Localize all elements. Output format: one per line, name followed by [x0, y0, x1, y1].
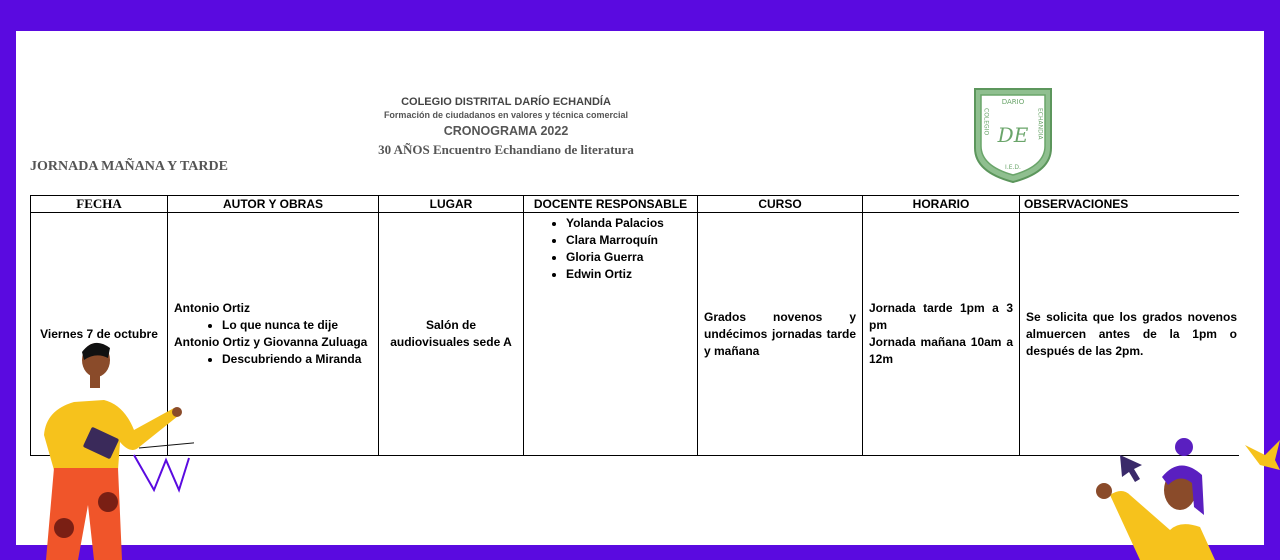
col-observaciones: OBSERVACIONES — [1020, 196, 1240, 213]
docente-item: • Clara Marroquín — [566, 232, 691, 249]
fecha-text: Viernes 7 de octubre — [40, 326, 158, 341]
horario-manana: Jornada mañana 10am a 12m — [869, 335, 1013, 366]
docente-item: • Gloria Guerra — [566, 249, 691, 266]
cell-horario — [863, 213, 1020, 456]
school-name: COLEGIO DISTRITAL DARÍO ECHANDÍA — [401, 96, 611, 108]
logo-right-text: ECHANDIA — [1036, 108, 1044, 140]
author-1: Antonio Ortiz — [174, 301, 250, 315]
cell-observaciones — [1020, 213, 1240, 456]
student-illustration-icon — [1080, 435, 1280, 560]
docente-item: • Edwin Ortiz — [566, 266, 691, 283]
horario-tarde: Jornada tarde 1pm a 3 pm — [869, 301, 1013, 332]
col-docente: DOCENTE RESPONSABLE — [524, 196, 698, 213]
author-2: Antonio Ortiz y Giovanna Zuluaga — [174, 335, 368, 349]
shift-label: JORNADA MAÑANA Y TARDE — [30, 159, 228, 174]
work-1: • Lo que nunca te dije — [222, 317, 372, 334]
col-horario: HORARIO — [863, 196, 1020, 213]
docentes-list — [530, 215, 691, 283]
schedule-title: CRONOGRAMA 2022 — [443, 124, 569, 138]
cell-lugar — [379, 213, 524, 456]
lugar-text: Salón de audiovisuales sede A — [390, 318, 512, 349]
works-list-1 — [174, 317, 372, 334]
table-row — [31, 213, 1240, 456]
event-title: 30 AÑOS Encuentro Echandiano de literatura — [378, 142, 634, 157]
col-autor-obras: AUTOR Y OBRAS — [168, 196, 379, 213]
col-lugar: LUGAR — [379, 196, 524, 213]
works-list-2 — [174, 351, 372, 368]
curso-text: Grados novenos y undécimos jornadas tarde y mañana — [704, 309, 856, 358]
logo-top-text: DARIO — [1001, 98, 1025, 106]
school-motto: Formación de ciudadanos en valores y técnica comercial — [383, 110, 629, 120]
schedule-table — [30, 195, 1239, 456]
docente-item: • Yolanda Palacios — [566, 215, 691, 232]
observaciones-text: Se solicita que los grados novenos almuercen antes de la 1pm o después de las 2pm. — [1026, 309, 1237, 358]
school-logo-icon — [972, 86, 1054, 184]
logo-monogram: DE — [997, 123, 1029, 147]
work-2: • Descubriendo a Miranda — [222, 351, 372, 368]
cell-docente — [524, 213, 698, 456]
presenter-illustration-icon — [34, 330, 194, 560]
logo-bottom-text: I.E.D. — [1005, 164, 1021, 171]
cell-autor-obras — [168, 213, 379, 456]
table-header-row — [31, 196, 1240, 213]
cell-curso — [698, 213, 863, 456]
col-curso: CURSO — [698, 196, 863, 213]
document-page — [16, 31, 1239, 545]
logo-left-text: COLEGIO — [982, 108, 990, 136]
col-fecha: FECHA — [31, 196, 168, 213]
